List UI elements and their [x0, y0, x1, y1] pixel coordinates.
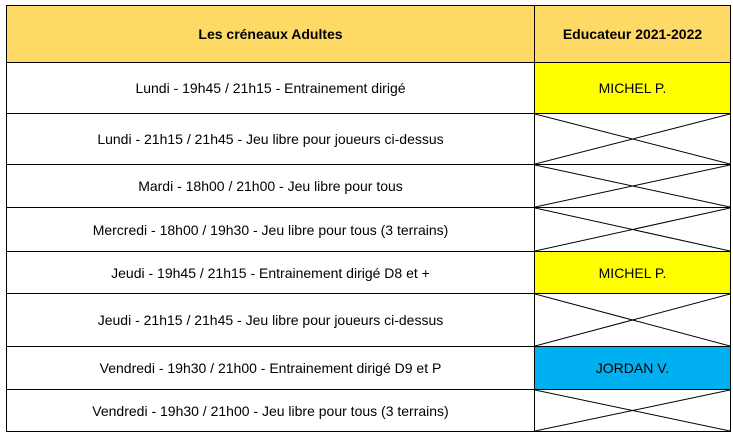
- educator-cell: JORDAN V.: [535, 347, 731, 390]
- table-row: [7, 63, 731, 114]
- empty-educator-cell: [535, 390, 731, 432]
- educator-cell: MICHEL P.: [535, 63, 731, 114]
- empty-educator-cell: [535, 208, 731, 252]
- cross-mark-icon: [535, 294, 730, 346]
- table-row: [7, 114, 731, 165]
- header-row: [7, 6, 731, 63]
- slot-cell: Mardi - 18h00 / 21h00 - Jeu libre pour tous: [7, 165, 535, 208]
- educator-header: Educateur 2021-2022: [535, 6, 731, 63]
- empty-educator-cell: [535, 165, 731, 208]
- table-row: [7, 294, 731, 347]
- cross-mark-icon: [535, 165, 730, 207]
- empty-educator-cell: [535, 294, 731, 347]
- slot-cell: Jeudi - 21h15 / 21h45 - Jeu libre pour joueurs ci-dessus: [7, 294, 535, 347]
- empty-educator-cell: [535, 114, 731, 165]
- slots-table: [6, 5, 731, 432]
- slot-cell: Vendredi - 19h30 / 21h00 - Entrainement dirigé D9 et P: [7, 347, 535, 390]
- slot-cell: Jeudi - 19h45 / 21h15 - Entrainement dirigé D8 et +: [7, 252, 535, 294]
- table-row: [7, 208, 731, 252]
- slot-cell: Lundi - 19h45 / 21h15 - Entrainement dirigé: [7, 63, 535, 114]
- table-row: [7, 347, 731, 390]
- slot-cell: Vendredi - 19h30 / 21h00 - Jeu libre pour tous (3 terrains): [7, 390, 535, 432]
- cross-mark-icon: [535, 208, 730, 251]
- cross-mark-icon: [535, 390, 730, 431]
- cross-mark-icon: [535, 114, 730, 164]
- slots-header: Les créneaux Adultes: [7, 6, 535, 63]
- table-row: [7, 252, 731, 294]
- educator-cell: MICHEL P.: [535, 252, 731, 294]
- slot-cell: Lundi - 21h15 / 21h45 - Jeu libre pour joueurs ci-dessus: [7, 114, 535, 165]
- table-row: [7, 390, 731, 432]
- table-row: [7, 165, 731, 208]
- slot-cell: Mercredi - 18h00 / 19h30 - Jeu libre pour tous (3 terrains): [7, 208, 535, 252]
